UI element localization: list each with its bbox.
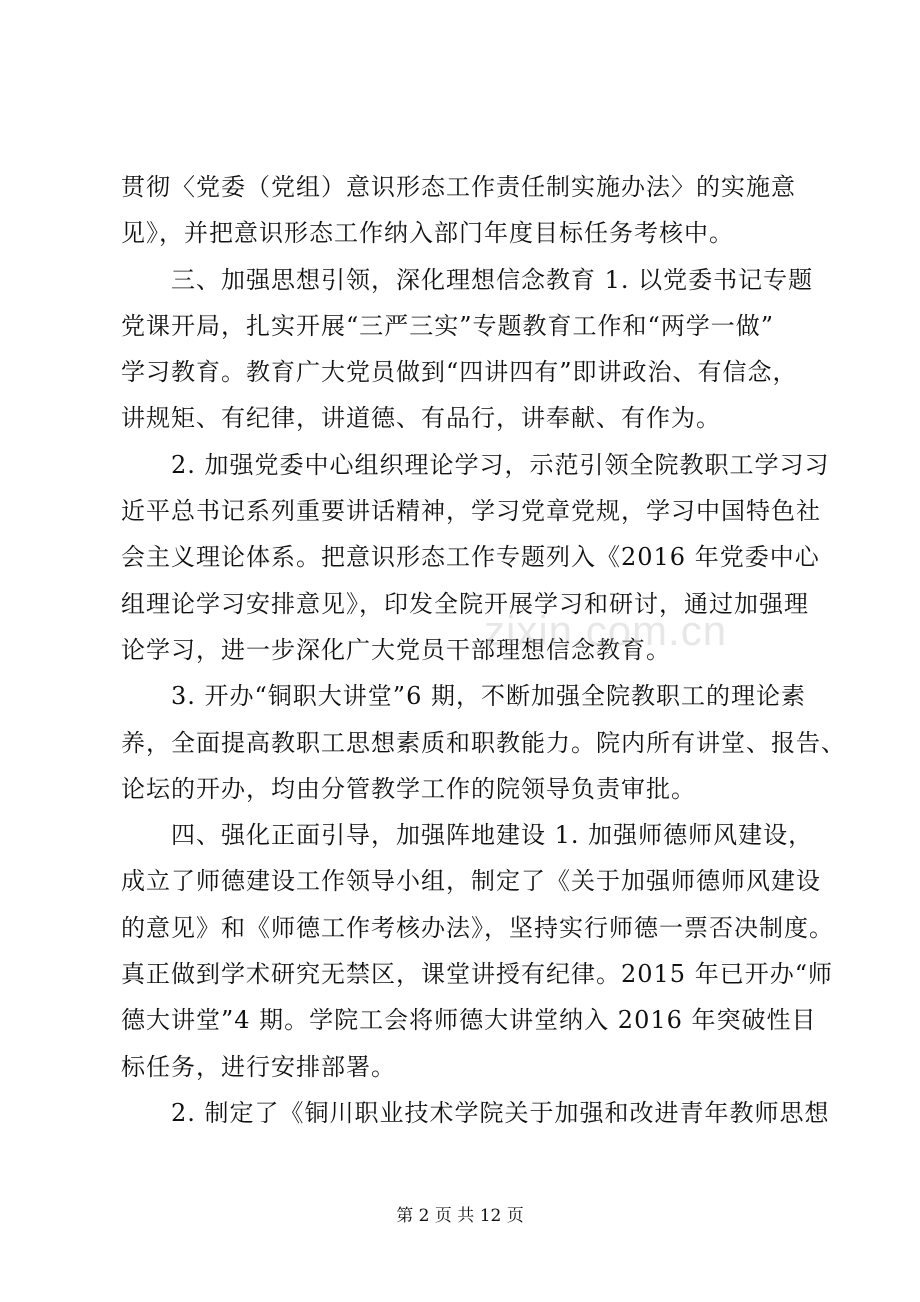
text-line: 养，全面提高教职工思想素质和职教能力。院内所有讲堂、报告、 (121, 728, 846, 757)
text-line: 德大讲堂”4 期。学院工会将师德大讲堂纳入 2016 年突破性目 (121, 1006, 817, 1035)
text-line: 2. 制定了《铜川职业技术学院关于加强和改进青年教师思想 (121, 1098, 830, 1127)
text-line: 贯彻〈党委（党组）意识形态工作责任制实施办法〉的实施意 (121, 173, 796, 201)
text-line: 真正做到学术研究无禁区，课堂讲授有纪律。2015 年已开办“师 (121, 960, 833, 989)
watermark: zixin.com.cn (484, 607, 728, 654)
text-line: 学习教育。教育广大党员做到“四讲四有”即讲政治、有信念， (121, 358, 798, 387)
text-line: 标任务，进行安排部署。 (121, 1052, 396, 1081)
page-footer: 第 2 页 共 12 页 (396, 1206, 524, 1226)
text-line: 成立了师德建设工作领导小组，制定了《关于加强师德师风建设 (121, 867, 821, 896)
text-line: 党课开局，扎实开展“三严三实”专题教育工作和“两学一做” (121, 311, 775, 340)
text-line: 2. 加强党委中心组织理论学习，示范引领全院教职工学习习 (121, 450, 830, 479)
text-line: 会主义理论体系。把意识形态工作专题列入《2016 年党委中心 (121, 543, 820, 572)
text-line: 论学习，进一步深化广大党员干部理想信念教育。 (121, 635, 671, 664)
text-line: 近平总书记系列重要讲话精神，学习党章党规，学习中国特色社 (121, 497, 821, 526)
text-line: 论坛的开办，均由分管教学工作的院领导负责审批。 (121, 774, 696, 803)
text-line: 3. 开办“铜职大讲堂”6 期，不断加强全院教职工的理论素 (121, 682, 806, 711)
text-line: 组理论学习安排意见》，印发全院开展学习和研讨，通过加强理 (121, 589, 809, 618)
text-line: 见》，并把意识形态工作纳入部门年度目标任务考核中。 (121, 219, 734, 248)
text-line: 讲规矩、有纪律，讲道德、有品行，讲奉献、有作为。 (121, 404, 721, 433)
text-line: 三、加强思想引领，深化理想信念教育 1. 以党委书记专题 (121, 265, 814, 294)
text-line: 的意见》和《师德工作考核办法》，坚持实行师德一票否决制度。 (121, 913, 834, 942)
text-line: 四、强化正面引导，加强阵地建设 1. 加强师德师风建设， (121, 821, 814, 850)
